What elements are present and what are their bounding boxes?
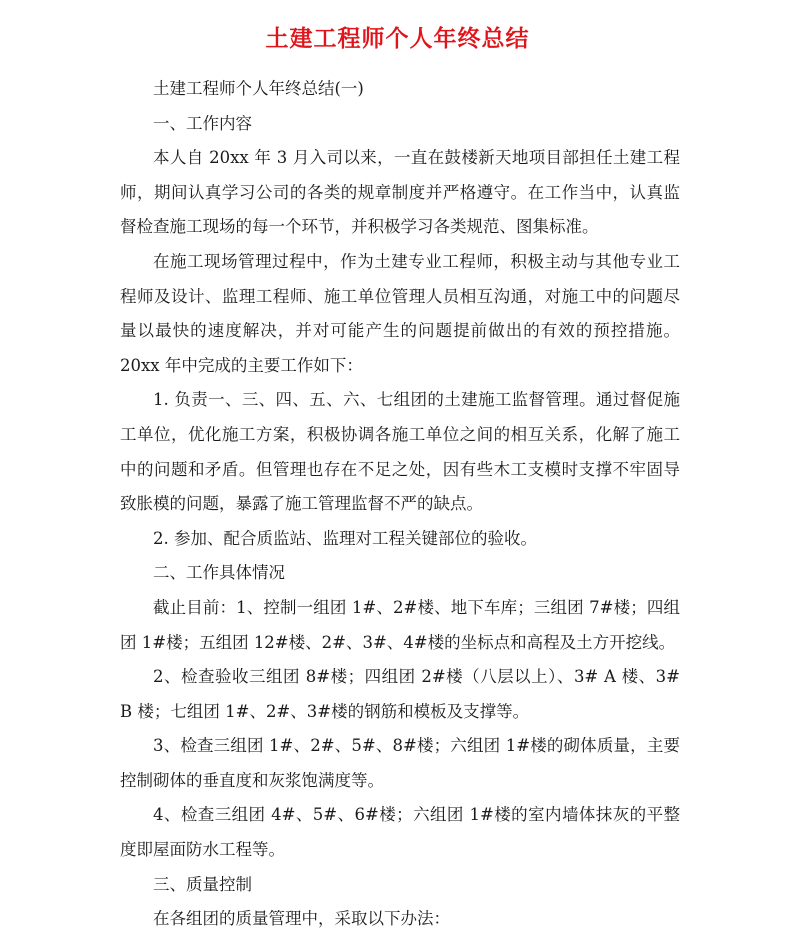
document-title: 土建工程师个人年终总结 <box>265 26 530 52</box>
paragraph: 1. 负责一、三、四、五、六、七组团的土建施工监督管理。通过督促施工单位，优化施工方案，积极协调各施工单位之间的相互关系，化解了施工中的问题和矛盾。但管理也存在不足之处，因有些木工支模时支撑不牢固导致胀模的问题，暴露了施工管理监督不严的缺点。 <box>120 390 680 514</box>
paragraph: 4、检查三组团 4#、5#、6#楼；六组团 1#楼的室内墙体抹灰的平整度即屋面防水工程等。 <box>120 805 680 860</box>
section-heading-quality-control: 三、质量控制 <box>153 874 252 894</box>
paragraph-subtitle: 土建工程师个人年终总结(一) <box>153 79 364 98</box>
paragraph: 截止目前：1、控制一组团 1#、2#楼、地下车库；三组团 7#楼；四组团 1#楼；五组团 12#楼、2#、3#、4#楼的坐标点和高程及土方开挖线。 <box>120 597 680 652</box>
document-body <box>120 72 680 937</box>
paragraph: 2. 参加、配合质监站、监理对工程关键部位的验收。 <box>153 528 537 548</box>
paragraph: 本人自 20xx 年 3 月入司以来，一直在鼓楼新天地项目部担任土建工程师，期间认真学习公司的各类的规章制度并严格遵守。在工作当中，认真监督检查施工现场的每一个环节，并积极学习各类规范、图集标准。 <box>120 148 680 237</box>
paragraph: 2、检查验收三组团 8#楼；四组团 2#楼（八层以上）、3# A 楼、3# B 楼；七组团 1#、2#、3#楼的钢筋和模板及支撑等。 <box>120 667 680 721</box>
paragraph: 在各组团的质量管理中，采取以下办法： <box>153 909 450 929</box>
paragraph: 3、检查三组团 1#、2#、5#、8#楼；六组团 1#楼的砌体质量，主要控制砌体的垂直度和灰浆饱满度等。 <box>120 736 680 790</box>
section-heading-work-content: 一、工作内容 <box>153 113 252 133</box>
paragraph: 在施工现场管理过程中，作为土建专业工程师，积极主动与其他专业工程师及设计、监理工程师、施工单位管理人员相互沟通，对施工中的问题尽量以最快的速度解决，并对可能产生的问题提前做出的有效的预控措施。20xx 年中完成的主要工作如下： <box>120 251 680 375</box>
section-heading-work-details: 二、工作具体情况 <box>153 563 285 583</box>
